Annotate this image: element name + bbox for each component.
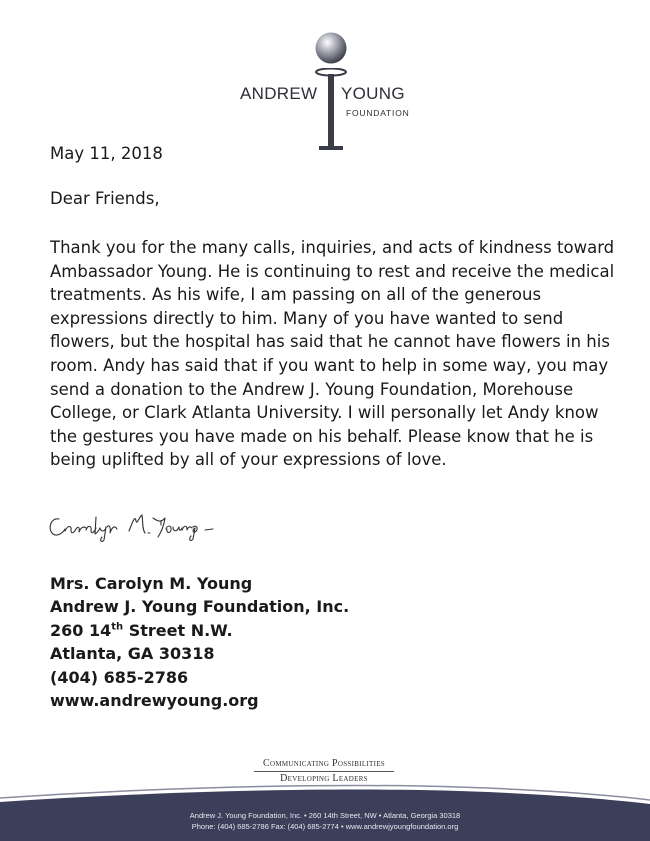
logo-word-foundation: FOUNDATION [346, 108, 410, 118]
body-line: College, or Clark Atlanta University. I will personally let Andy know [50, 403, 599, 423]
footer-address: Andrew J. Young Foundation, Inc. • 260 14th Street, NW • Atlanta, Georgia 30318 [189, 811, 461, 820]
sender-name: Mrs. Carolyn M. Young [50, 574, 253, 593]
sender-org: Andrew J. Young Foundation, Inc. [50, 597, 350, 617]
sender-website: www.andrewyoung.org [50, 691, 259, 711]
sender-phone: (404) 685-2786 [50, 667, 189, 687]
foundation-logo [238, 28, 413, 123]
letter-salutation: Dear Friends, [50, 189, 160, 208]
sender-city: Atlanta, GA 30318 [50, 644, 215, 664]
letter-date: May 11, 2018 [50, 144, 163, 163]
body-line: expressions directly to him. Many of you have wanted to send [50, 308, 564, 328]
logo-word-andrew: ANDREW [240, 84, 318, 103]
body-line: room. Andy has said that if you want to help in some way, you may [50, 355, 609, 375]
letter-body [50, 236, 622, 472]
body-line: flowers, but the hospital has said that he cannot have flowers in his [50, 332, 610, 352]
body-line: the gestures you have made on his behalf. Please know that he is [50, 426, 594, 446]
footer-contact: Phone: (404) 685-2786 Fax: (404) 685-2774 • www.andrewjyoungfoundation.org [191, 822, 459, 831]
sender-street [50, 619, 349, 642]
logo-word-young: YOUNG [341, 84, 405, 103]
sender-block [50, 572, 349, 712]
tagline-line-1: Communicating Possibilities [254, 758, 394, 772]
globe-icon [315, 32, 347, 64]
footer-band [0, 780, 650, 841]
pillar-icon [314, 68, 348, 152]
handwritten-signature [45, 507, 225, 543]
street-rest: Street N.W. [123, 620, 233, 640]
street-suffix: th [111, 621, 124, 633]
street-number: 260 14 [50, 620, 112, 640]
body-line: being uplifted by all of your expressions of love. [50, 450, 447, 470]
body-line: send a donation to the Andrew J. Young Foundation, Morehouse [50, 379, 574, 399]
body-line: Ambassador Young. He is continuing to rest and receive the medical [50, 261, 615, 281]
body-line: treatments. As his wife, I am passing on all of the generous [50, 285, 542, 305]
tagline-line-2: Developing Leaders [280, 773, 368, 784]
body-line: Thank you for the many calls, inquiries, and acts of kindness toward [50, 238, 615, 257]
